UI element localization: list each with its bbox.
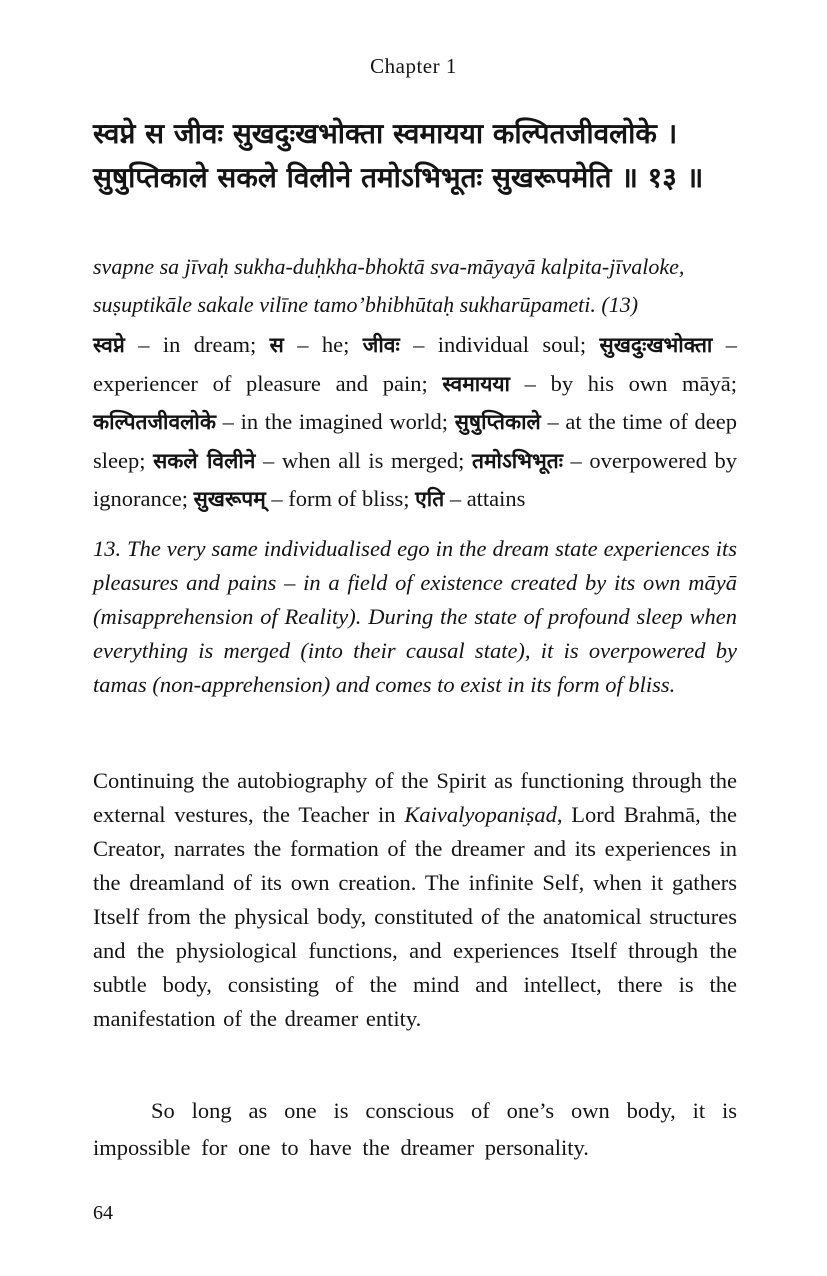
chapter-header: Chapter 1 (370, 54, 457, 78)
transliteration (93, 248, 737, 324)
word-meanings (93, 326, 737, 519)
word-meaning-text: – he; (283, 332, 363, 357)
sanskrit-word: स्वमायया (442, 371, 511, 396)
sanskrit-verse-line-1: स्वप्ने स जीवः सुखदुःखभोक्ता स्वमायया कल्पितजीवलोके । (93, 117, 678, 150)
sanskrit-word: सुषुप्तिकाले (454, 410, 541, 434)
page-number: 64 (93, 1202, 113, 1224)
book-title: Kaivalyopaniṣad (404, 802, 557, 827)
word-meaning-text: – attains (444, 486, 526, 511)
sanskrit-word: जीवः (362, 333, 400, 357)
sanskrit-word: तमोऽभिभूतः (471, 448, 563, 473)
sanskrit-word: स्वप्ने (93, 333, 125, 357)
sanskrit-verse (93, 112, 737, 200)
sanskrit-word: सुखदुःखभोक्ता (599, 333, 713, 357)
word-meaning-text: – in the imagined world; (215, 409, 455, 434)
commentary-paragraph-2: So long as one is conscious of one’s own body, it is impossible for one to have the dreamer personality. (93, 1098, 737, 1160)
word-meaning-text: – at the time of deep sleep; (93, 409, 737, 473)
sanskrit-word: सकले विलीने (153, 448, 256, 473)
word-meaning-text: – form of bliss; (265, 486, 416, 511)
word-meaning-text: – by his own māyā; (510, 370, 737, 396)
transliteration-line-1: svapne sa jīvaḥ sukha-duḥkha-bhoktā sva-māyayā kalpita-jīvaloke, (93, 254, 685, 279)
word-meaning-text: – experiencer of pleasure and pain; (93, 332, 738, 396)
sanskrit-word: सुखरूपम् (193, 487, 266, 511)
sanskrit-verse-line-2: सुषुप्तिकाले सकले विलीने तमोऽभिभूतः सुखरूपमेति ॥ १३ ॥ (93, 161, 704, 194)
transliteration-line-2: suṣuptikāle sakale vilīne tamo’bhibhūtaḥ sukharūpameti. (13) (93, 292, 639, 317)
verse-translation: 13. The very same individualised ego in the dream state experiences its pleasures and pains – in a field of existence created by its own māyā (misapprehension of Reality). During the state of profound sleep when everything is merged (into their causal state), it is overpowered by tamas (non-apprehension) and comes to exist in its form of bliss. (93, 536, 737, 697)
commentary-paragraph-1 (93, 764, 737, 1036)
word-meaning-text: – overpowered by ignorance; (93, 447, 738, 511)
sanskrit-word: कल्पितजीवलोके (93, 410, 216, 434)
word-meaning-text: – in dream; (124, 332, 270, 357)
sanskrit-word: स (269, 333, 284, 357)
word-meaning-text: – when all is merged; (255, 447, 472, 473)
commentary-text: Continuing the autobiography of the Spirit as functioning through the external vestures, the Teacher in (93, 768, 737, 827)
sanskrit-word: एति (415, 487, 445, 511)
commentary-text: , Lord Brahmā, the Creator, narrates the formation of the dreamer and its experiences in the dreamland of its own creation. The infinite Self, when it gathers Itself from the physical body, constituted of the anatomical structures and the physiological functions, and experiences Itself through the subtle body, consisting of the mind and intellect, there is the manifestation of the dreamer entity. (93, 802, 737, 1031)
word-meaning-text: – individual soul; (399, 332, 600, 357)
